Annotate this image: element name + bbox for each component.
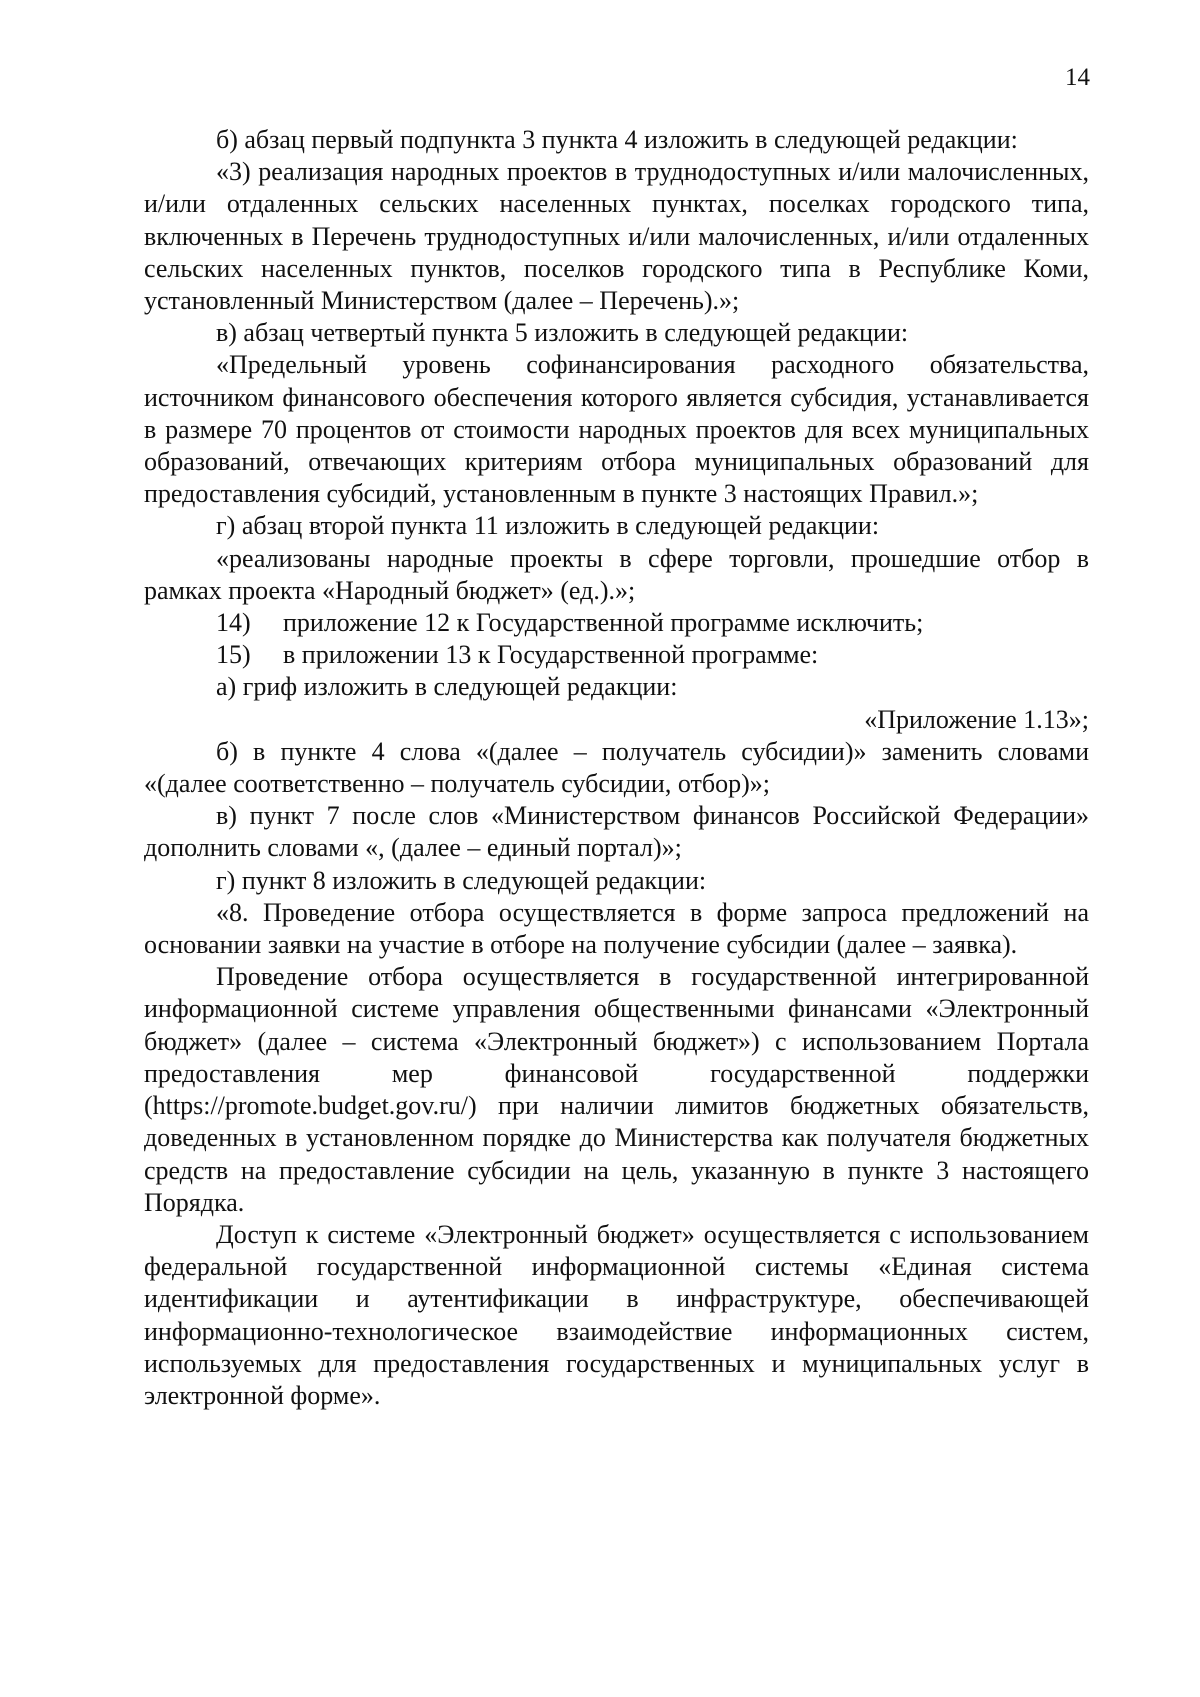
item-number: 15) bbox=[216, 640, 251, 670]
numbered-item-15 bbox=[144, 639, 1089, 671]
paragraph-a-stamp: а) гриф изложить в следующей редакции: bbox=[216, 672, 678, 702]
paragraph-v-point-7: в) пункт 7 после слов «Министерством финансов Российской Федерации» дополнить словами «, (далее – единый портал)»; bbox=[144, 801, 1089, 863]
item-text: приложение 12 к Государственной программе исключить; bbox=[283, 608, 924, 638]
item-number: 14) bbox=[216, 608, 251, 638]
page-number: 14 bbox=[1065, 64, 1090, 91]
paragraph-access-system: Доступ к системе «Электронный бюджет» осуществляется с использованием федеральной государственной информационной системы «Единая система идентификации и аутентификации в инфраструктуре, обеспечивающей информационно-технологическое взаимодействие информационных систем, используемых для предоставления государственных и муниципальных услуг в электронной форме». bbox=[144, 1219, 1089, 1410]
paragraph-g-point-11: г) абзац второй пункта 11 изложить в следующей редакции: bbox=[216, 511, 880, 541]
paragraph-v-point-5: в) абзац четвертый пункта 5 изложить в следующей редакции: bbox=[216, 318, 909, 348]
paragraph-b-subpoint-3: б) абзац первый подпункта 3 пункта 4 изложить в следующей редакции: bbox=[216, 125, 1018, 154]
paragraph-b-point-4-words: б) в пункте 4 слова «(далее – получатель субсидии)» заменить словами «(далее соответственно – получатель субсидии, отбор)»; bbox=[144, 736, 1089, 799]
paragraph-quote-8-selection: «8. Проведение отбора осуществляется в форме запроса предложений на основании заявки на участие в отборе на получение субсидии (далее – заявка). bbox=[144, 897, 1089, 960]
document-body bbox=[144, 124, 1089, 1412]
paragraph-quote-3-folk-projects: «3) реализация народных проектов в труднодоступных и/или малочисленных, и/или отдаленных сельских населенных пунктах, поселках городского типа, включенных в Перечень труднодоступных и/или малочисленных, и/или отдаленных сельских населенных пунктов, поселков городского типа в Республике Коми, установленный Министерством (далее – Перечень).»; bbox=[144, 157, 1089, 316]
item-text: в приложении 13 к Государственной программе: bbox=[283, 640, 819, 670]
paragraph-appendix-label: «Приложение 1.13»; bbox=[864, 704, 1089, 734]
paragraph-selection-electronic-budget: Проведение отбора осуществляется в государственной интегрированной информационной системе управления общественными финансами «Электронный бюджет» (далее – система «Электронный бюджет») с использованием Портала предоставления мер финансовой государственной поддержки (https://promote.budget.gov.ru/) при наличии лимитов бюджетных обязательств, доведенных в установленном порядке до Министерства как получателя бюджетных средств на предоставление субсидии на цель, указанную в пункте 3 настоящего Порядка. bbox=[144, 962, 1089, 1217]
paragraph-g-point-8: г) пункт 8 изложить в следующей редакции: bbox=[216, 865, 707, 895]
paragraph-quote-cofinancing-level: «Предельный уровень софинансирования расходного обязательства, источником финансового обеспечения которого является субсидия, устанавливается в размере 70 процентов от стоимости народных проектов для всех муниципальных образований, отвечающих критериям отбора муниципальных образований для предоставления субсидий, установленным в пункте 3 настоящих Правил.»; bbox=[144, 350, 1089, 509]
numbered-item-14 bbox=[144, 607, 1089, 639]
paragraph-quote-trade-projects: «реализованы народные проекты в сфере торговли, прошедшие отбор в рамках проекта «Народный бюджет» (ед.).»; bbox=[144, 543, 1089, 605]
